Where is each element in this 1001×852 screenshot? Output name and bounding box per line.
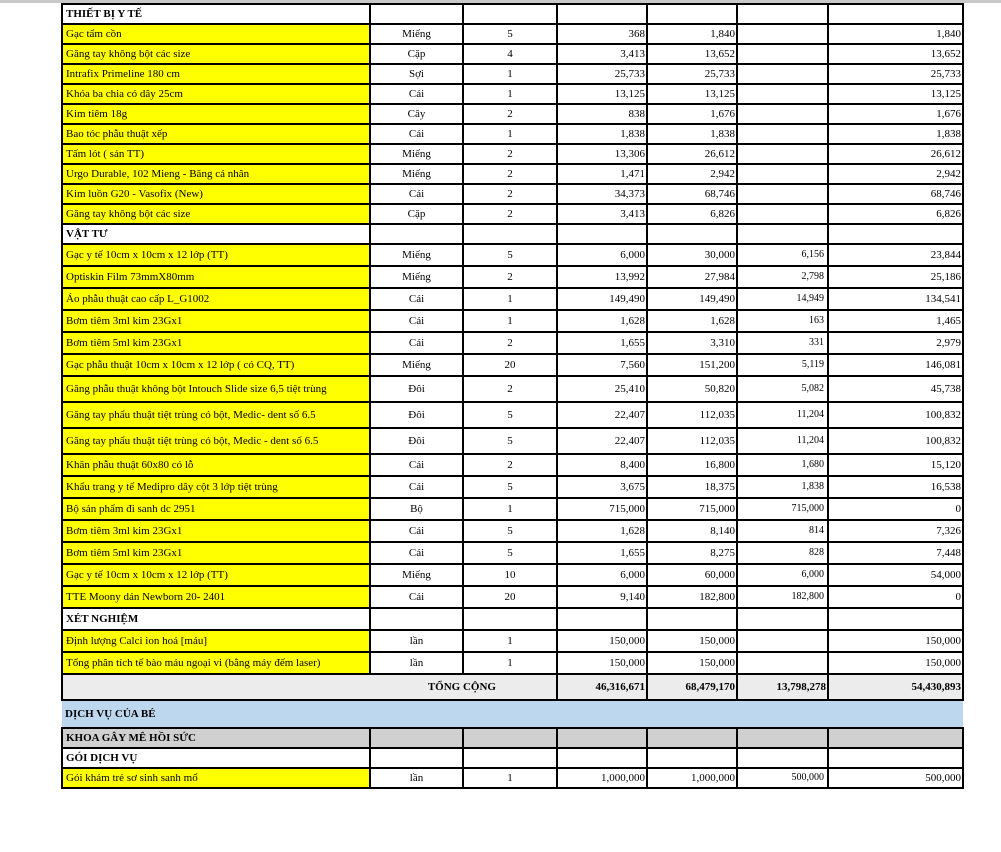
item-discount: 814 <box>737 520 828 542</box>
table-row <box>62 144 963 164</box>
item-total: 26,612 <box>828 144 963 164</box>
item-quantity: 1 <box>463 84 557 104</box>
item-quantity: 1 <box>463 310 557 332</box>
item-total: 6,826 <box>828 204 963 224</box>
item-name: Gạc phẫu thuật 10cm x 10cm x 12 lớp ( có CQ, TT) <box>62 354 370 376</box>
empty-cell <box>647 4 737 24</box>
item-name: Optiskin Film 73mmX80mm <box>62 266 370 288</box>
empty-cell <box>557 748 647 768</box>
item-unit: lần <box>370 652 463 674</box>
item-name: Găng tay phẩu thuật tiệt trùng có bột, Medic- dent số 6.5 <box>62 402 370 428</box>
empty-cell <box>828 748 963 768</box>
item-name: Định lượng Calci ion hoá [máu] <box>62 630 370 652</box>
item-quantity: 20 <box>463 586 557 608</box>
empty-cell <box>557 608 647 630</box>
item-unit-price: 715,000 <box>557 498 647 520</box>
empty-cell <box>557 4 647 24</box>
item-discount: 828 <box>737 542 828 564</box>
item-name: Bơm tiêm 3ml kim 23Gx1 <box>62 520 370 542</box>
item-total: 2,942 <box>828 164 963 184</box>
section-title: XÉT NGHIỆM <box>62 608 370 630</box>
item-total: 7,448 <box>828 542 963 564</box>
item-discount <box>737 24 828 44</box>
item-name: Bơm tiêm 3ml kim 23Gx1 <box>62 310 370 332</box>
item-discount: 6,000 <box>737 564 828 586</box>
table-row <box>62 184 963 204</box>
item-total: 500,000 <box>828 768 963 788</box>
empty-cell <box>370 224 463 244</box>
item-discount: 500,000 <box>737 768 828 788</box>
item-amount: 16,800 <box>647 454 737 476</box>
item-unit-price: 22,407 <box>557 402 647 428</box>
item-amount: 182,800 <box>647 586 737 608</box>
table-row <box>62 402 963 428</box>
table-row <box>62 204 963 224</box>
item-discount <box>737 104 828 124</box>
item-name: Găng tay phẩu thuật tiệt trùng có bột, Medic - dent số 6.5 <box>62 428 370 454</box>
item-quantity: 4 <box>463 44 557 64</box>
item-amount: 30,000 <box>647 244 737 266</box>
item-total: 54,000 <box>828 564 963 586</box>
item-total: 100,832 <box>828 402 963 428</box>
item-quantity: 5 <box>463 520 557 542</box>
item-total: 150,000 <box>828 652 963 674</box>
item-discount: 5,119 <box>737 354 828 376</box>
baby-services-header <box>62 700 963 728</box>
empty-cell <box>463 224 557 244</box>
table-row <box>62 454 963 476</box>
item-amount: 60,000 <box>647 564 737 586</box>
empty-cell <box>647 748 737 768</box>
section-title: GÓI DỊCH VỤ <box>62 748 370 768</box>
item-quantity: 1 <box>463 288 557 310</box>
item-unit-price: 3,413 <box>557 204 647 224</box>
item-unit-price: 8,400 <box>557 454 647 476</box>
item-total: 23,844 <box>828 244 963 266</box>
empty-cell <box>828 608 963 630</box>
item-name: Găng tay không bột các size <box>62 44 370 64</box>
item-amount: 26,612 <box>647 144 737 164</box>
total-amount: 68,479,170 <box>647 674 737 700</box>
item-amount: 112,035 <box>647 428 737 454</box>
item-unit: Bộ <box>370 498 463 520</box>
empty-cell <box>737 224 828 244</box>
item-name: Urgo Durable, 102 Mieng - Băng cá nhân <box>62 164 370 184</box>
item-amount: 13,652 <box>647 44 737 64</box>
item-unit: Cái <box>370 542 463 564</box>
item-name: Tấm lót ( sản TT) <box>62 144 370 164</box>
item-amount: 715,000 <box>647 498 737 520</box>
item-unit: Cây <box>370 104 463 124</box>
item-amount: 18,375 <box>647 476 737 498</box>
section-header <box>62 224 963 244</box>
department-header <box>62 728 963 748</box>
empty-cell <box>370 728 463 748</box>
empty-cell <box>828 224 963 244</box>
item-unit-price: 3,413 <box>557 44 647 64</box>
empty-cell <box>370 608 463 630</box>
section-title: KHOA GÂY MÊ HỒI SỨC <box>62 728 370 748</box>
empty-cell <box>463 608 557 630</box>
item-name: Tổng phân tích tế bào máu ngoại vi (bằng máy đếm laser) <box>62 652 370 674</box>
item-unit: Đôi <box>370 428 463 454</box>
item-quantity: 5 <box>463 24 557 44</box>
item-quantity: 5 <box>463 476 557 498</box>
item-quantity: 1 <box>463 652 557 674</box>
item-amount: 1,838 <box>647 124 737 144</box>
item-total: 0 <box>828 498 963 520</box>
item-name: Găng tay không bột các size <box>62 204 370 224</box>
item-unit-price: 7,560 <box>557 354 647 376</box>
item-name: Bơm tiêm 5ml kim 23Gx1 <box>62 542 370 564</box>
item-total: 13,652 <box>828 44 963 64</box>
table-row <box>62 652 963 674</box>
item-discount: 11,204 <box>737 402 828 428</box>
item-total: 25,733 <box>828 64 963 84</box>
item-quantity: 5 <box>463 428 557 454</box>
table-row <box>62 768 963 788</box>
item-name: Bộ sản phẩm đi sanh dc 2951 <box>62 498 370 520</box>
item-discount <box>737 84 828 104</box>
item-name: Bơm tiêm 5ml kim 23Gx1 <box>62 332 370 354</box>
item-unit: Miếng <box>370 144 463 164</box>
item-unit: Đôi <box>370 402 463 428</box>
table-row <box>62 428 963 454</box>
item-amount: 8,275 <box>647 542 737 564</box>
item-unit-price: 1,628 <box>557 310 647 332</box>
item-total: 1,840 <box>828 24 963 44</box>
item-unit-price: 22,407 <box>557 428 647 454</box>
item-amount: 25,733 <box>647 64 737 84</box>
item-discount: 14,949 <box>737 288 828 310</box>
item-name: Gạc tẩm cồn <box>62 24 370 44</box>
item-quantity: 2 <box>463 266 557 288</box>
item-unit: Miếng <box>370 244 463 266</box>
item-amount: 150,000 <box>647 630 737 652</box>
item-unit-price: 1,628 <box>557 520 647 542</box>
item-total: 134,541 <box>828 288 963 310</box>
empty-cell <box>370 748 463 768</box>
empty-cell <box>463 748 557 768</box>
item-amount: 112,035 <box>647 402 737 428</box>
item-unit: Cái <box>370 288 463 310</box>
item-unit-price: 13,992 <box>557 266 647 288</box>
item-discount: 2,798 <box>737 266 828 288</box>
total-unit-price: 46,316,671 <box>557 674 647 700</box>
empty-cell <box>463 728 557 748</box>
item-name: Khẩu trang y tế Medipro dây cột 3 lớp tiệt trùng <box>62 476 370 498</box>
empty-cell <box>647 608 737 630</box>
item-discount <box>737 124 828 144</box>
table-row <box>62 542 963 564</box>
item-name: Kim luồn G20 - Vasofix (New) <box>62 184 370 204</box>
item-amount: 68,746 <box>647 184 737 204</box>
item-total: 7,326 <box>828 520 963 542</box>
item-amount: 13,125 <box>647 84 737 104</box>
grand-total-label: TỔNG CỘNG <box>62 674 557 700</box>
item-discount: 163 <box>737 310 828 332</box>
item-unit: Miếng <box>370 164 463 184</box>
section-header <box>62 608 963 630</box>
item-amount: 6,826 <box>647 204 737 224</box>
item-amount: 1,000,000 <box>647 768 737 788</box>
item-name: Gạc y tế 10cm x 10cm x 12 lớp (TT) <box>62 244 370 266</box>
item-quantity: 1 <box>463 498 557 520</box>
item-unit-price: 1,655 <box>557 332 647 354</box>
section-title: VẬT TƯ <box>62 224 370 244</box>
item-unit-price: 150,000 <box>557 630 647 652</box>
item-unit: Miếng <box>370 564 463 586</box>
item-name: Bao tóc phẫu thuật xếp <box>62 124 370 144</box>
item-unit-price: 1,655 <box>557 542 647 564</box>
item-unit-price: 13,125 <box>557 84 647 104</box>
empty-cell <box>828 4 963 24</box>
item-quantity: 2 <box>463 144 557 164</box>
table-row <box>62 288 963 310</box>
item-total: 13,125 <box>828 84 963 104</box>
item-unit-price: 838 <box>557 104 647 124</box>
item-amount: 2,942 <box>647 164 737 184</box>
item-quantity: 1 <box>463 768 557 788</box>
item-amount: 1,628 <box>647 310 737 332</box>
item-unit: Cái <box>370 454 463 476</box>
item-quantity: 5 <box>463 402 557 428</box>
total-discount: 13,798,278 <box>737 674 828 700</box>
table-row <box>62 104 963 124</box>
table-row <box>62 354 963 376</box>
item-unit: Cái <box>370 184 463 204</box>
item-amount: 3,310 <box>647 332 737 354</box>
empty-cell <box>828 728 963 748</box>
item-discount: 5,082 <box>737 376 828 402</box>
item-unit: Miếng <box>370 266 463 288</box>
empty-cell <box>737 728 828 748</box>
item-amount: 50,820 <box>647 376 737 402</box>
empty-cell <box>737 748 828 768</box>
item-name: Gói khám trẻ sơ sinh sanh mổ <box>62 768 370 788</box>
item-unit-price: 9,140 <box>557 586 647 608</box>
table-row <box>62 64 963 84</box>
item-unit: Cái <box>370 84 463 104</box>
item-discount: 11,204 <box>737 428 828 454</box>
item-discount <box>737 652 828 674</box>
item-total: 0 <box>828 586 963 608</box>
item-total: 25,186 <box>828 266 963 288</box>
table-row <box>62 310 963 332</box>
item-quantity: 1 <box>463 630 557 652</box>
item-discount: 182,800 <box>737 586 828 608</box>
item-unit-price: 150,000 <box>557 652 647 674</box>
item-amount: 27,984 <box>647 266 737 288</box>
item-quantity: 1 <box>463 64 557 84</box>
item-unit-price: 13,306 <box>557 144 647 164</box>
item-discount: 6,156 <box>737 244 828 266</box>
table-row <box>62 84 963 104</box>
item-discount <box>737 164 828 184</box>
item-unit: Cái <box>370 520 463 542</box>
item-unit-price: 34,373 <box>557 184 647 204</box>
item-amount: 8,140 <box>647 520 737 542</box>
item-discount: 1,838 <box>737 476 828 498</box>
table-row <box>62 332 963 354</box>
item-total: 45,738 <box>828 376 963 402</box>
item-unit: Đôi <box>370 376 463 402</box>
item-total: 1,676 <box>828 104 963 124</box>
item-total: 1,838 <box>828 124 963 144</box>
empty-cell <box>557 728 647 748</box>
item-unit: Cái <box>370 310 463 332</box>
item-quantity: 2 <box>463 376 557 402</box>
item-unit-price: 1,471 <box>557 164 647 184</box>
item-unit-price: 1,000,000 <box>557 768 647 788</box>
item-unit: Cái <box>370 476 463 498</box>
item-quantity: 2 <box>463 454 557 476</box>
item-total: 68,746 <box>828 184 963 204</box>
empty-cell <box>370 4 463 24</box>
package-header <box>62 748 963 768</box>
item-total: 146,081 <box>828 354 963 376</box>
empty-cell <box>737 4 828 24</box>
item-discount <box>737 44 828 64</box>
item-discount <box>737 204 828 224</box>
item-name: Khóa ba chia có dây 25cm <box>62 84 370 104</box>
section-title: THIẾT BỊ Y TẾ <box>62 4 370 24</box>
item-name: Intrafix Primeline 180 cm <box>62 64 370 84</box>
item-quantity: 2 <box>463 104 557 124</box>
item-discount <box>737 630 828 652</box>
table-row <box>62 498 963 520</box>
item-unit-price: 1,838 <box>557 124 647 144</box>
item-unit-price: 25,410 <box>557 376 647 402</box>
empty-cell <box>463 4 557 24</box>
item-total: 1,465 <box>828 310 963 332</box>
item-quantity: 1 <box>463 124 557 144</box>
table-row <box>62 476 963 498</box>
item-quantity: 5 <box>463 542 557 564</box>
item-unit-price: 3,675 <box>557 476 647 498</box>
table-row <box>62 630 963 652</box>
table-row <box>62 376 963 402</box>
item-discount <box>737 184 828 204</box>
item-unit: Cặp <box>370 44 463 64</box>
item-unit-price: 149,490 <box>557 288 647 310</box>
item-name: TTE Moony dán Newborn 20- 2401 <box>62 586 370 608</box>
table-row <box>62 244 963 266</box>
item-unit: Miếng <box>370 24 463 44</box>
item-unit: Miếng <box>370 354 463 376</box>
item-name: Khăn phẫu thuật 60x80 có lỗ <box>62 454 370 476</box>
item-discount: 331 <box>737 332 828 354</box>
grand-total-value: 54,430,893 <box>828 674 963 700</box>
item-unit-price: 6,000 <box>557 564 647 586</box>
item-quantity: 2 <box>463 204 557 224</box>
table-row <box>62 266 963 288</box>
item-total: 100,832 <box>828 428 963 454</box>
grand-total-row <box>62 674 963 700</box>
item-discount: 715,000 <box>737 498 828 520</box>
item-unit-price: 25,733 <box>557 64 647 84</box>
item-quantity: 2 <box>463 184 557 204</box>
item-quantity: 2 <box>463 164 557 184</box>
table-row <box>62 586 963 608</box>
item-name: Kim tiêm 18g <box>62 104 370 124</box>
item-total: 150,000 <box>828 630 963 652</box>
item-unit: Cái <box>370 124 463 144</box>
item-quantity: 20 <box>463 354 557 376</box>
item-amount: 151,200 <box>647 354 737 376</box>
item-unit: lần <box>370 768 463 788</box>
empty-cell <box>557 224 647 244</box>
item-discount: 1,680 <box>737 454 828 476</box>
item-unit-price: 368 <box>557 24 647 44</box>
item-amount: 150,000 <box>647 652 737 674</box>
empty-cell <box>737 608 828 630</box>
item-discount <box>737 64 828 84</box>
item-quantity: 5 <box>463 244 557 266</box>
empty-cell <box>647 728 737 748</box>
item-discount <box>737 144 828 164</box>
table-row <box>62 124 963 144</box>
item-unit: Cái <box>370 332 463 354</box>
item-quantity: 10 <box>463 564 557 586</box>
item-unit: Cái <box>370 586 463 608</box>
item-unit: Sợi <box>370 64 463 84</box>
invoice-table <box>61 3 964 789</box>
item-amount: 1,840 <box>647 24 737 44</box>
table-row <box>62 24 963 44</box>
item-unit: lần <box>370 630 463 652</box>
empty-cell <box>647 224 737 244</box>
item-unit-price: 6,000 <box>557 244 647 266</box>
table-row <box>62 564 963 586</box>
table-row <box>62 520 963 542</box>
baby-services-title: DỊCH VỤ CỦA BÉ <box>62 700 963 728</box>
item-name: Áo phẫu thuật cao cấp L_G1002 <box>62 288 370 310</box>
item-name: Găng phẫu thuật không bột Intouch Slide size 6,5 tiệt trùng <box>62 376 370 402</box>
section-header <box>62 4 963 24</box>
item-amount: 1,676 <box>647 104 737 124</box>
item-total: 16,538 <box>828 476 963 498</box>
item-total: 2,979 <box>828 332 963 354</box>
item-amount: 149,490 <box>647 288 737 310</box>
item-quantity: 2 <box>463 332 557 354</box>
item-name: Gạc y tế 10cm x 10cm x 12 lớp (TT) <box>62 564 370 586</box>
item-unit: Cặp <box>370 204 463 224</box>
table-row <box>62 164 963 184</box>
item-total: 15,120 <box>828 454 963 476</box>
table-row <box>62 44 963 64</box>
